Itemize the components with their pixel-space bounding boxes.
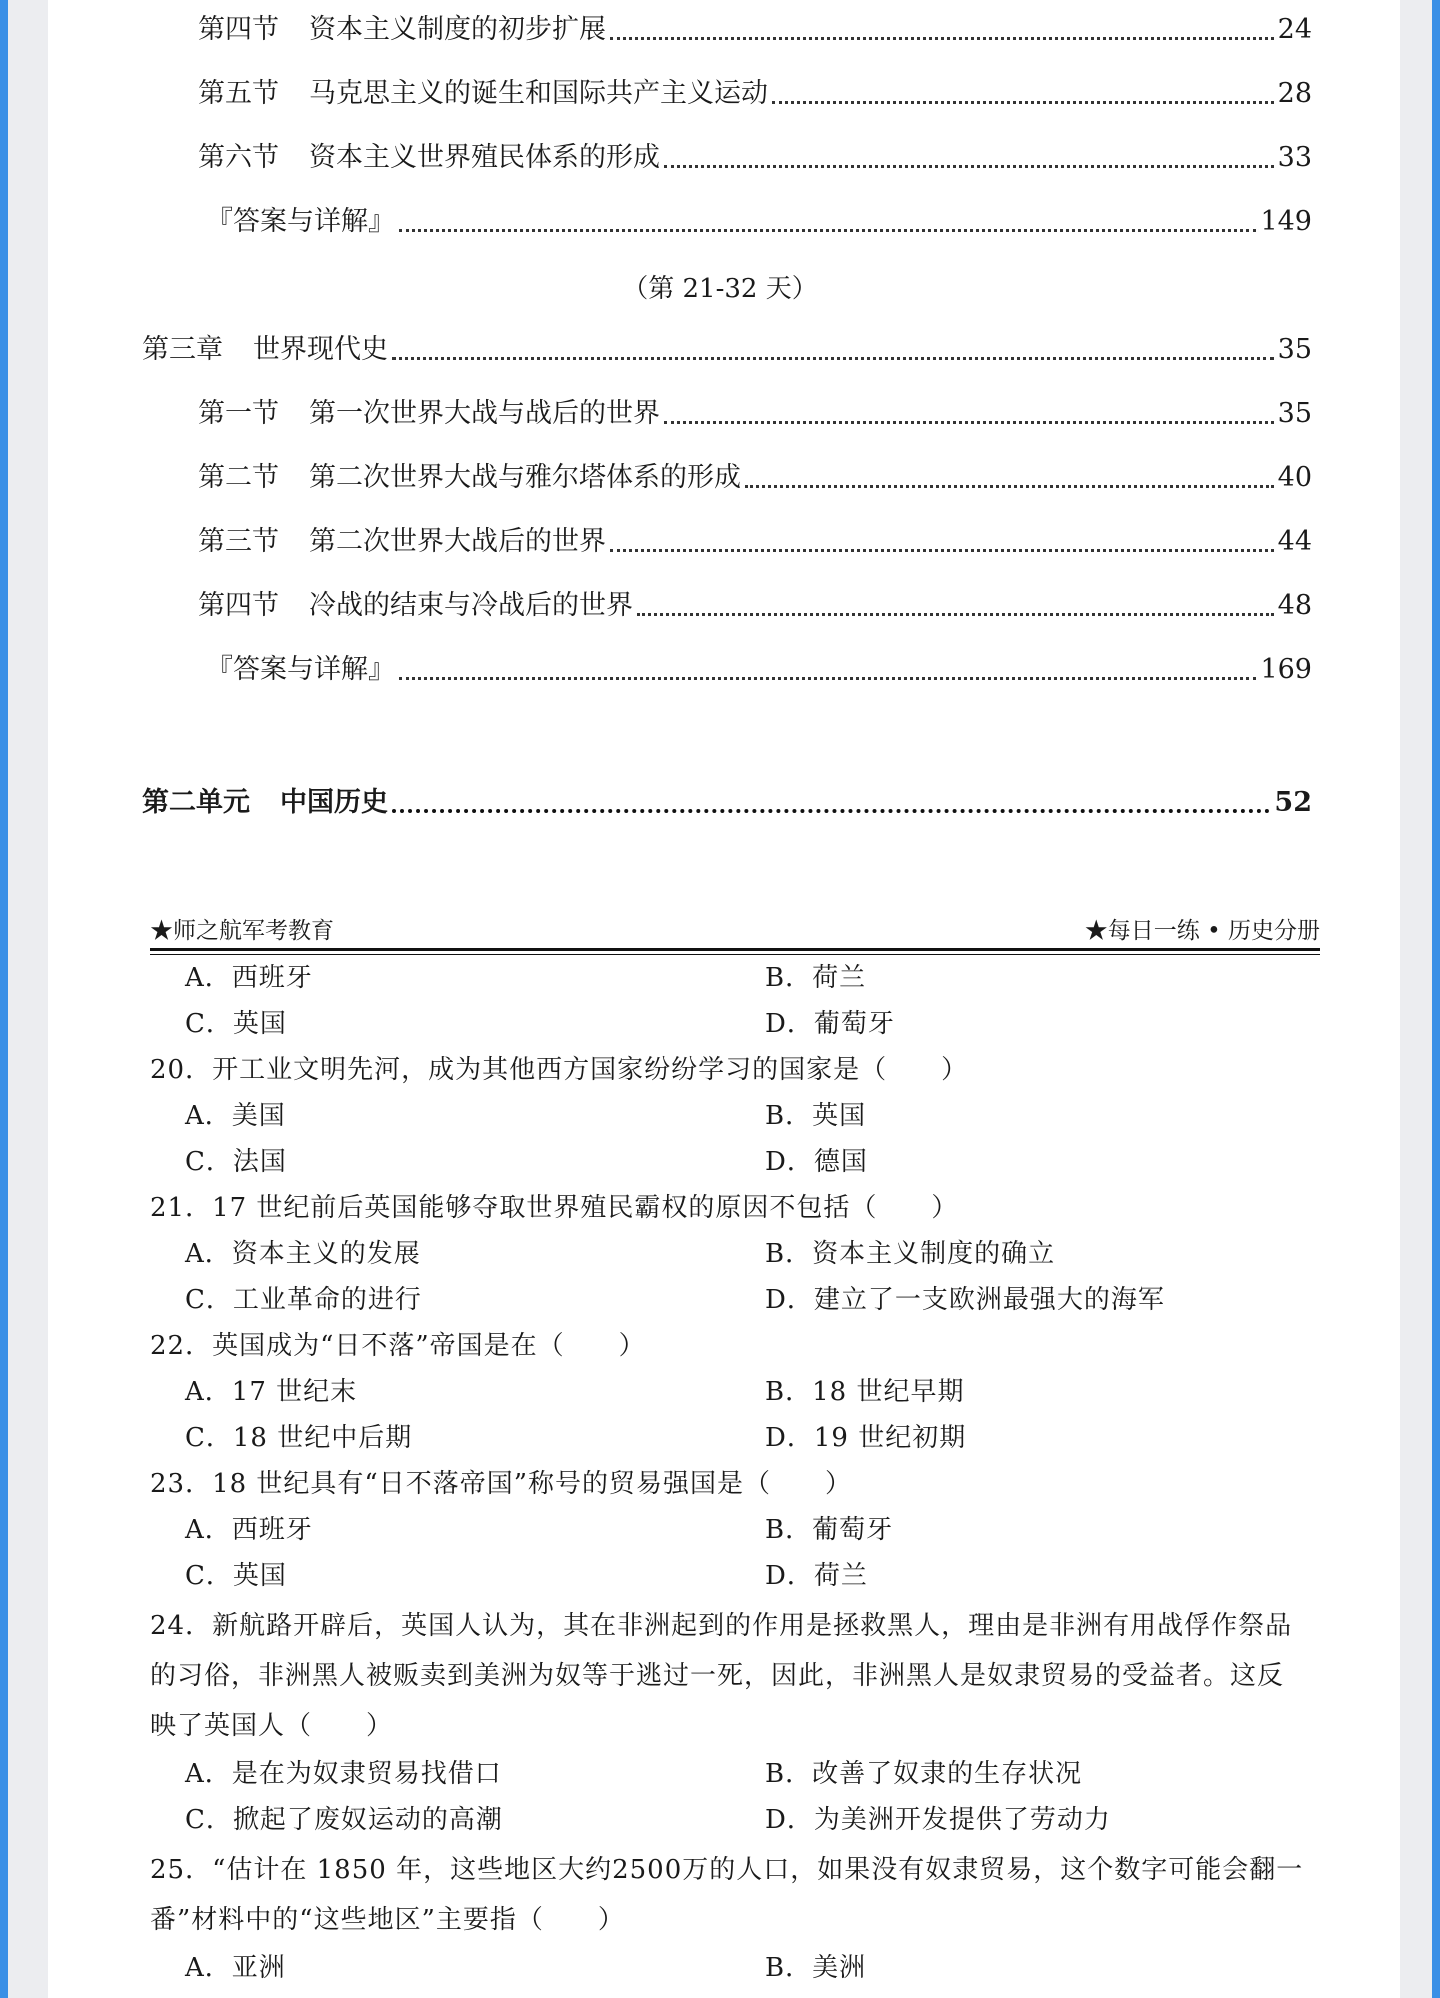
toc-page-number: 169	[1260, 654, 1312, 685]
toc-page-number: 149	[1260, 206, 1312, 237]
toc-answer-title: 『答案与详解』	[206, 206, 395, 237]
dot-leader	[664, 165, 1274, 168]
toc-page-number: 28	[1277, 78, 1312, 109]
option-d: D．19 世纪初期	[765, 1423, 967, 1453]
option-c: C．法国	[185, 1147, 287, 1177]
question-22-stem: 22．英国成为“日不落”帝国是在（ ）	[150, 1331, 646, 1361]
toc-answer-item[interactable]	[142, 650, 1312, 690]
header-right-text: ★每日一练 • 历史分册	[1084, 917, 1320, 944]
toc-item[interactable]	[142, 458, 1312, 498]
question-24-line-2: 的习俗，非洲黑人被贩卖到美洲为奴等于逃过一死，因此，非洲黑人是奴隶贸易的受益者。这反	[150, 1661, 1285, 1691]
option-a: A．亚洲	[185, 1953, 286, 1983]
question-21-stem: 21．17 世纪前后英国能够夺取世界殖民霸权的原因不包括（ ）	[150, 1193, 959, 1223]
dot-leader	[399, 229, 1256, 232]
toc-unit-label: 第二单元	[142, 787, 250, 818]
option-d: D．为美洲开发提供了劳动力	[765, 1805, 1111, 1835]
option-a: A．是在为奴隶贸易找借口	[185, 1759, 502, 1789]
toc-section-label: 第五节	[198, 78, 279, 109]
option-a: A．西班牙	[185, 1515, 313, 1545]
option-b: B．英国	[765, 1101, 867, 1131]
dot-leader	[664, 421, 1274, 424]
option-b: B．荷兰	[765, 963, 867, 993]
toc-page-number: 40	[1277, 462, 1312, 493]
header-rule	[150, 948, 1320, 951]
header-left-text: ★师之航军考教育	[150, 917, 334, 944]
toc-section-title: 资本主义制度的初步扩展	[309, 14, 606, 45]
toc-item[interactable]	[142, 522, 1312, 562]
toc-item[interactable]	[142, 138, 1312, 178]
page-header	[150, 908, 1320, 948]
toc-chapter-title: 世界现代史	[253, 334, 388, 365]
question-23-stem: 23．18 世纪具有“日不落帝国”称号的贸易强国是（ ）	[150, 1469, 853, 1499]
dot-leader	[610, 549, 1274, 552]
toc-section-label: 第四节	[198, 590, 279, 621]
toc-page-number: 48	[1277, 590, 1312, 621]
option-a: A．西班牙	[185, 963, 313, 993]
toc-answer-title: 『答案与详解』	[206, 654, 395, 685]
toc-section-title: 第二次世界大战后的世界	[309, 526, 606, 557]
toc-page-number: 52	[1274, 787, 1312, 818]
option-c: C．18 世纪中后期	[185, 1423, 413, 1453]
toc-section-label: 第四节	[198, 14, 279, 45]
toc-section-title: 冷战的结束与冷战后的世界	[309, 590, 633, 621]
option-b: B．18 世纪早期	[765, 1377, 965, 1407]
dot-leader	[392, 809, 1270, 813]
option-d: D．葡萄牙	[765, 1009, 895, 1039]
question-25-line-2: 番”材料中的“这些地区”主要指（ ）	[150, 1905, 625, 1935]
toc-section-title: 马克思主义的诞生和国际共产主义运动	[309, 78, 768, 109]
header-rule-thin	[150, 954, 1320, 955]
toc-chapter-label: 第三章	[142, 334, 223, 365]
option-c: C．工业革命的进行	[185, 1285, 422, 1315]
question-20-stem: 20．开工业文明先河，成为其他西方国家纷纷学习的国家是（ ）	[150, 1055, 969, 1085]
question-25-line-1: 25．“估计在 1850 年，这些地区大约2500万的人口，如果没有奴隶贸易，这个数字可能会翻一	[150, 1855, 1304, 1885]
toc-section-label: 第二节	[198, 462, 279, 493]
toc-section-label: 第三节	[198, 526, 279, 557]
dot-leader	[610, 37, 1274, 40]
option-c: C．掀起了废奴运动的高潮	[185, 1805, 503, 1835]
option-c: C．英国	[185, 1561, 287, 1591]
option-d: D．荷兰	[765, 1561, 868, 1591]
option-d: D．德国	[765, 1147, 868, 1177]
option-c: C．英国	[185, 1009, 287, 1039]
toc-section-title: 第一次世界大战与战后的世界	[309, 398, 660, 429]
option-b: B．改善了奴隶的生存状况	[765, 1759, 1083, 1789]
toc-page-number: 35	[1277, 334, 1312, 365]
toc-item[interactable]	[142, 586, 1312, 626]
option-a: A．资本主义的发展	[185, 1239, 421, 1269]
question-24-line-3: 映了英国人（ ）	[150, 1711, 394, 1741]
toc-page-number: 24	[1277, 14, 1312, 45]
toc-item[interactable]	[142, 394, 1312, 434]
toc-page-number: 35	[1277, 398, 1312, 429]
option-b: B．葡萄牙	[765, 1515, 894, 1545]
toc-section-title: 资本主义世界殖民体系的形成	[309, 142, 660, 173]
toc-chapter[interactable]	[142, 330, 1312, 370]
option-a: A．17 世纪末	[185, 1377, 358, 1407]
toc-item[interactable]	[142, 74, 1312, 114]
dot-leader	[399, 677, 1256, 680]
toc-page-number: 33	[1277, 142, 1312, 173]
dot-leader	[392, 357, 1274, 360]
days-range: （第 21-32 天）	[622, 274, 818, 304]
toc-answer-item[interactable]	[142, 202, 1312, 242]
option-b: B．美洲	[765, 1953, 867, 1983]
toc-section-label: 第一节	[198, 398, 279, 429]
dot-leader	[745, 485, 1274, 488]
toc-item[interactable]	[142, 10, 1312, 50]
toc-section-title: 第二次世界大战与雅尔塔体系的形成	[309, 462, 741, 493]
toc-unit[interactable]	[142, 783, 1312, 823]
dot-leader	[772, 101, 1274, 104]
dot-leader	[637, 613, 1274, 616]
question-24-line-1: 24．新航路开辟后，英国人认为，其在非洲起到的作用是拯救黑人，理由是非洲有用战俘作祭品	[150, 1611, 1293, 1641]
toc-unit-title: 中国历史	[280, 787, 388, 818]
option-d: D．建立了一支欧洲最强大的海军	[765, 1285, 1165, 1315]
option-a: A．美国	[185, 1101, 286, 1131]
option-b: B．资本主义制度的确立	[765, 1239, 1056, 1269]
toc-page-number: 44	[1277, 526, 1312, 557]
toc-section-label: 第六节	[198, 142, 279, 173]
